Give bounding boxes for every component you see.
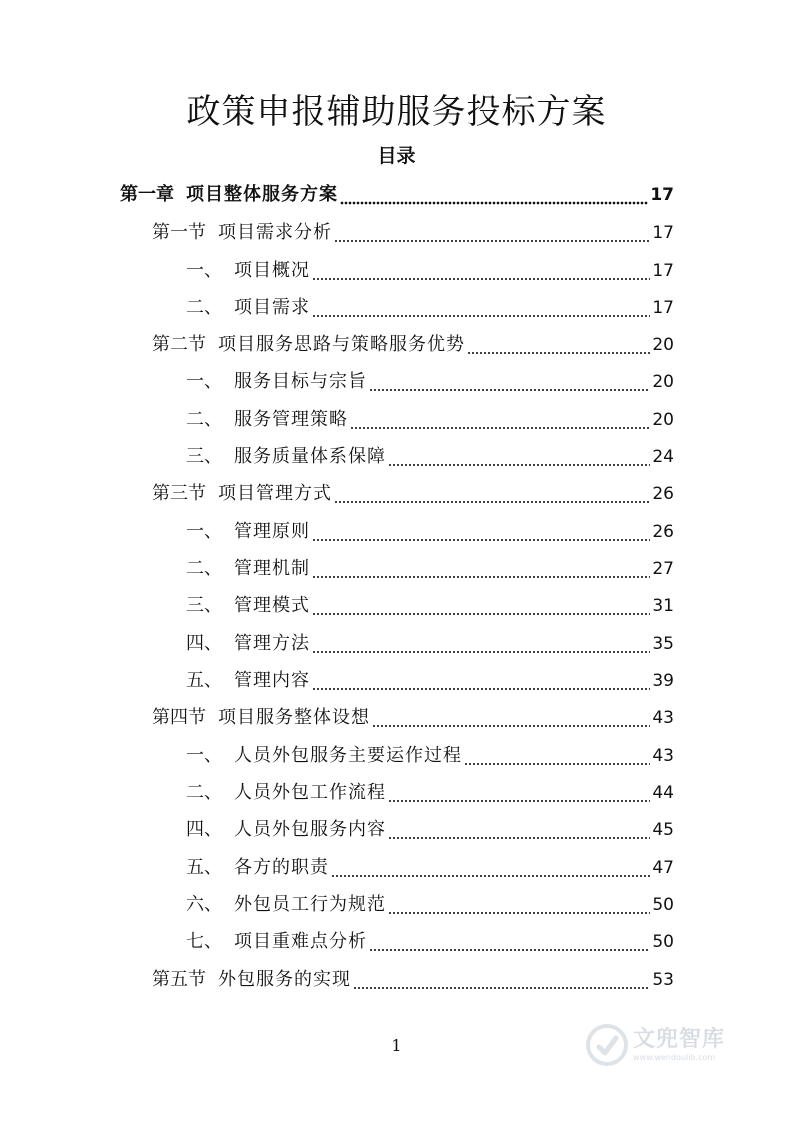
toc-entry-page: 20 — [652, 335, 674, 355]
toc-dot-leader — [312, 612, 650, 616]
toc-entry[interactable] — [186, 591, 674, 621]
toc-entry[interactable] — [152, 330, 674, 360]
toc-entry-page: 43 — [652, 708, 674, 728]
toc-entry-number: 二、 — [186, 409, 222, 430]
page-number: 1 — [391, 1036, 402, 1055]
toc-entry-number: 第一节 — [152, 222, 206, 243]
toc-entry-label: 项目概况 — [234, 260, 310, 281]
toc-entry-number: 第四节 — [152, 707, 206, 728]
toc-entry-page: 26 — [652, 522, 674, 542]
toc-entry-page: 31 — [652, 596, 674, 616]
toc-entry-label: 管理方法 — [234, 633, 310, 654]
toc-dot-leader — [312, 575, 650, 579]
toc-entry-label: 管理模式 — [234, 595, 310, 616]
toc-entry-page: 35 — [652, 634, 674, 654]
toc-dot-leader — [388, 799, 650, 803]
toc-entry-number: 第三节 — [152, 483, 206, 504]
toc-dot-leader — [369, 388, 650, 392]
toc-entry-number: 四、 — [186, 633, 222, 654]
toc-dot-leader — [353, 986, 650, 990]
toc-entry[interactable] — [186, 517, 674, 547]
toc-entry[interactable] — [186, 890, 674, 920]
toc-entry-page: 26 — [652, 484, 674, 504]
toc-dot-leader — [388, 911, 650, 915]
toc-entry-number: 第五节 — [152, 969, 206, 990]
toc-entry-label: 项目管理方式 — [218, 483, 332, 504]
toc-dot-leader — [312, 650, 650, 654]
toc-entry-number: 五、 — [186, 857, 222, 878]
toc-entry-label: 管理内容 — [234, 670, 310, 691]
toc-dot-leader — [372, 724, 650, 728]
toc-entry-number: 一、 — [186, 521, 222, 542]
toc-entry-number: 六、 — [186, 894, 222, 915]
toc-entry-label: 各方的职责 — [234, 857, 329, 878]
toc-entry-number: 一、 — [186, 260, 222, 281]
toc-dot-leader — [340, 201, 648, 205]
toc-entry[interactable] — [152, 479, 674, 509]
toc-entry-number: 第一章 — [120, 184, 174, 205]
toc-entry-label: 管理原则 — [234, 521, 310, 542]
toc-dot-leader — [467, 351, 650, 355]
toc-entry-number: 五、 — [186, 670, 222, 691]
toc-dot-leader — [331, 874, 650, 878]
wendou-logo-icon — [585, 1023, 629, 1067]
toc-entry-label: 服务管理策略 — [234, 409, 348, 430]
toc-entry[interactable] — [186, 927, 674, 957]
toc-entry-page: 43 — [652, 746, 674, 766]
toc-entry-label: 项目需求分析 — [218, 222, 332, 243]
toc-entry[interactable] — [186, 442, 674, 472]
toc-entry-page: 17 — [652, 298, 674, 318]
toc-entry-page: 24 — [652, 447, 674, 467]
watermark-url: www.wendoulib.com — [633, 1052, 716, 1062]
toc-dot-leader — [350, 426, 650, 430]
toc-entry-label: 项目需求 — [234, 297, 310, 318]
toc-entry-page: 20 — [652, 410, 674, 430]
toc-entry-page: 47 — [652, 858, 674, 878]
toc-entry-page: 20 — [652, 372, 674, 392]
toc-entry-label: 项目服务思路与策略服务优势 — [218, 334, 465, 355]
toc-entry-label: 管理机制 — [234, 558, 310, 579]
toc-entry-page: 27 — [652, 559, 674, 579]
toc-dot-leader — [312, 277, 650, 281]
toc-entry-label: 外包员工行为规范 — [234, 894, 386, 915]
toc-entry-page: 44 — [652, 783, 674, 803]
toc-dot-leader — [388, 463, 650, 467]
toc-entry-label: 项目重难点分析 — [234, 931, 367, 952]
toc-entry-label: 人员外包服务主要运作过程 — [234, 745, 462, 766]
toc-entry-page: 17 — [652, 261, 674, 281]
toc-entry-page: 45 — [652, 820, 674, 840]
toc-entry-number: 一、 — [186, 371, 222, 392]
toc-entry[interactable] — [186, 554, 674, 584]
toc-entry-page: 17 — [652, 223, 674, 243]
watermark — [585, 1015, 755, 1075]
toc-entry-number: 二、 — [186, 297, 222, 318]
toc-entry-label: 人员外包工作流程 — [234, 782, 386, 803]
toc-entry[interactable] — [152, 703, 674, 733]
toc-dot-leader — [464, 762, 650, 766]
toc-dot-leader — [312, 538, 650, 542]
toc-entry-number: 一、 — [186, 745, 222, 766]
toc-entry[interactable] — [152, 218, 674, 248]
toc-entry[interactable] — [186, 853, 674, 883]
toc-entry-number: 四、 — [186, 819, 222, 840]
toc-entry-number: 三、 — [186, 595, 222, 616]
toc-dot-leader — [334, 500, 650, 504]
toc-dot-leader — [312, 687, 650, 691]
toc-entry[interactable] — [186, 815, 674, 845]
toc-entry-label: 项目服务整体设想 — [218, 707, 370, 728]
watermark-name: 文兜智库 — [633, 1026, 726, 1052]
toc-entry-number: 三、 — [186, 446, 222, 467]
toc-entry-page: 17 — [650, 185, 674, 205]
toc-dot-leader — [388, 836, 650, 840]
toc-entry[interactable] — [186, 256, 674, 286]
toc-dot-leader — [334, 239, 650, 243]
document-title: 政策申报辅助服务投标方案 — [186, 92, 607, 132]
toc-entry-label: 服务目标与宗旨 — [234, 371, 367, 392]
toc-entry-page: 39 — [652, 671, 674, 691]
toc-dot-leader — [369, 948, 650, 952]
toc-entry[interactable] — [120, 180, 674, 210]
toc-entry-number: 第二节 — [152, 334, 206, 355]
toc-entry[interactable] — [186, 293, 674, 323]
toc-entry-label: 项目整体服务方案 — [186, 184, 338, 205]
toc-entry[interactable] — [186, 741, 674, 771]
toc-entry-number: 七、 — [186, 931, 222, 952]
toc-entry-page: 53 — [652, 970, 674, 990]
toc-entry-label: 外包服务的实现 — [218, 969, 351, 990]
toc-entry[interactable] — [152, 965, 674, 995]
toc-entry[interactable] — [186, 367, 674, 397]
toc-entry-label: 服务质量体系保障 — [234, 446, 386, 467]
toc-entry-number: 二、 — [186, 782, 222, 803]
toc-entry-page: 50 — [652, 895, 674, 915]
toc-dot-leader — [312, 314, 650, 318]
toc-entry[interactable] — [186, 778, 674, 808]
toc-heading: 目录 — [377, 145, 416, 167]
toc-entry[interactable] — [186, 666, 674, 696]
toc-entry[interactable] — [186, 629, 674, 659]
toc-entry-label: 人员外包服务内容 — [234, 819, 386, 840]
toc-entry-number: 二、 — [186, 558, 222, 579]
toc-entry[interactable] — [186, 405, 674, 435]
toc-entry-page: 50 — [652, 932, 674, 952]
